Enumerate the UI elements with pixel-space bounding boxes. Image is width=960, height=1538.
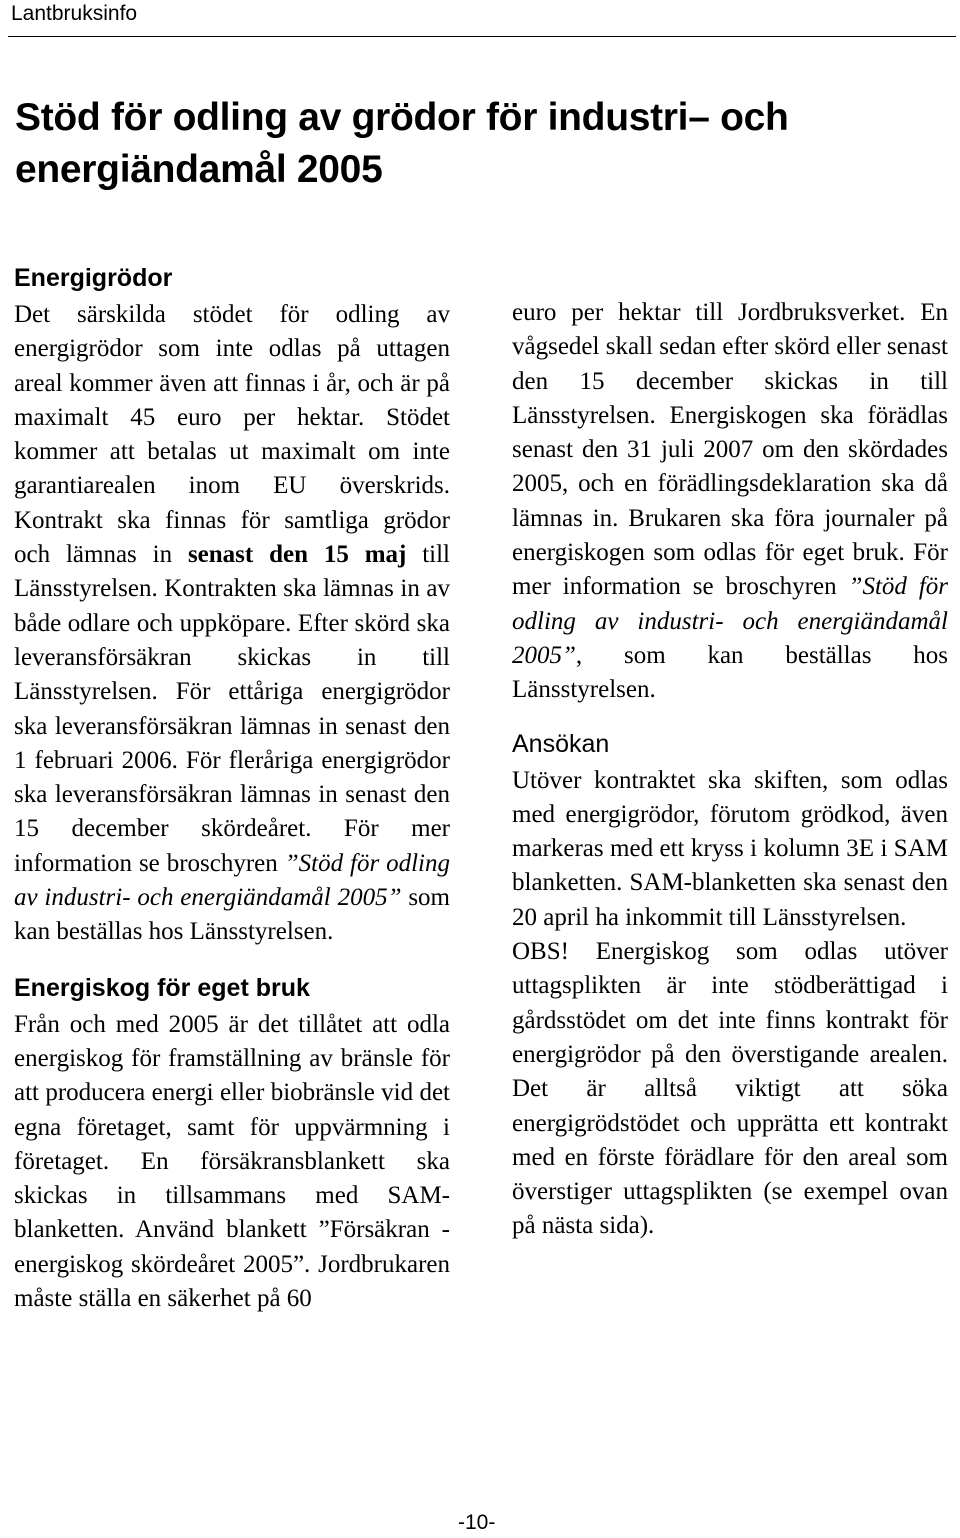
page-number: -10- <box>458 1511 496 1534</box>
deadline-emphasis: senast den 15 maj <box>187 541 407 569</box>
text-run: som kan beställas hos Länsstyrelsen. <box>14 884 450 946</box>
right-column <box>512 296 948 1244</box>
section-heading-energigrodor: Energigrödor <box>14 264 173 292</box>
header-divider <box>8 36 956 37</box>
brochure-title: ”Stöd för odling av industri- och energiändamål 2005” <box>512 573 949 669</box>
paragraph-energiskog-2 <box>512 296 948 708</box>
paragraph-energiskog-1: Från och med 2005 är det tillåtet att odla energiskog för framställning av bränsle för att producera energi eller biobränsle vid det egna företaget, samt för uppvärmning i företaget. En försäkransblankett ska skickas in tillsammans med SAM-blanketten. Använd blankett ”Försäkran - energiskog skördeåret 2005”. Jordbrukaren måste ställa en säkerhet på 60 <box>14 1010 450 1313</box>
text-run: euro per hektar till Jordbruksverket. En vågsedel skall sedan efter skörd eller senast den 15 december skickas in till Länsstyrelsen. Energiskogen ska förädlas senast den 31 juli 2007 om den skördades 2005, och en förädlingsdeklaration ska då lämnas in. Brukaren ska föra journaler på energiskogen som odlas för eget bruk. För mer information se broschyren <box>512 299 948 601</box>
publication-label: Lantbruksinfo <box>11 2 138 25</box>
text-run: Det särskilda stödet för odling av energigrödor som inte odlas på uttagen areal kommer även att finnas i år, och är på maximalt 45 euro per hektar. Stödet kommer att betalas ut maximalt om inte garantiarealen inom EU överskrids. Kontrakt ska finnas för samtliga grödor och lämnas in <box>14 301 450 569</box>
paragraph-ansokan-2: OBS! Energiskog som odlas utöver uttagsplikten är inte stödberättigad i gårdsstödet om det inte finns kontrakt för energigrödor på den överstigande arealen. Det är alltså viktigt att söka energigrödstödet och upprätta ett kontrakt med en förste förädlare för den areal som överstiger uttagsplikten (se exempel ovan på nästa sida). <box>512 938 948 1240</box>
paragraph-energigrodor <box>14 298 450 950</box>
text-run: till Länsstyrelsen. Kontrakten ska lämnas in av både odlare och uppköpare. Efter skörd ska leveransförsäkran skickas in till Länsstyrelsen. För ettåriga energigrödor ska leveransförsäkran lämnas in senast den 1 februari 2006. För fleråriga energigrödor ska leveransförsäkran lämnas in senast den 15 december skördeåret. För mer information se broschyren <box>14 541 450 877</box>
brochure-title: ”Stöd för odling av industri- och energiändamål 2005” <box>14 849 450 912</box>
section-heading-energiskog: Energiskog för eget bruk <box>14 973 310 1002</box>
paragraph-ansokan-1: Utöver kontraktet ska skiften, som odlas med energigrödor, förutom grödkod, även markeras med ett kryss i kolumn 3E i SAM blanketten. SAM-blanketten ska senast den 20 april ha inkommit till Länsstyrelsen. <box>512 766 948 931</box>
section-heading-ansokan: Ansökan <box>512 729 610 758</box>
text-run: , som kan beställas hos Länsstyrelsen. <box>512 641 948 704</box>
left-column <box>14 258 450 1316</box>
page-title: Stöd för odling av grödor för industri– och energiändamål 2005 <box>15 96 789 191</box>
